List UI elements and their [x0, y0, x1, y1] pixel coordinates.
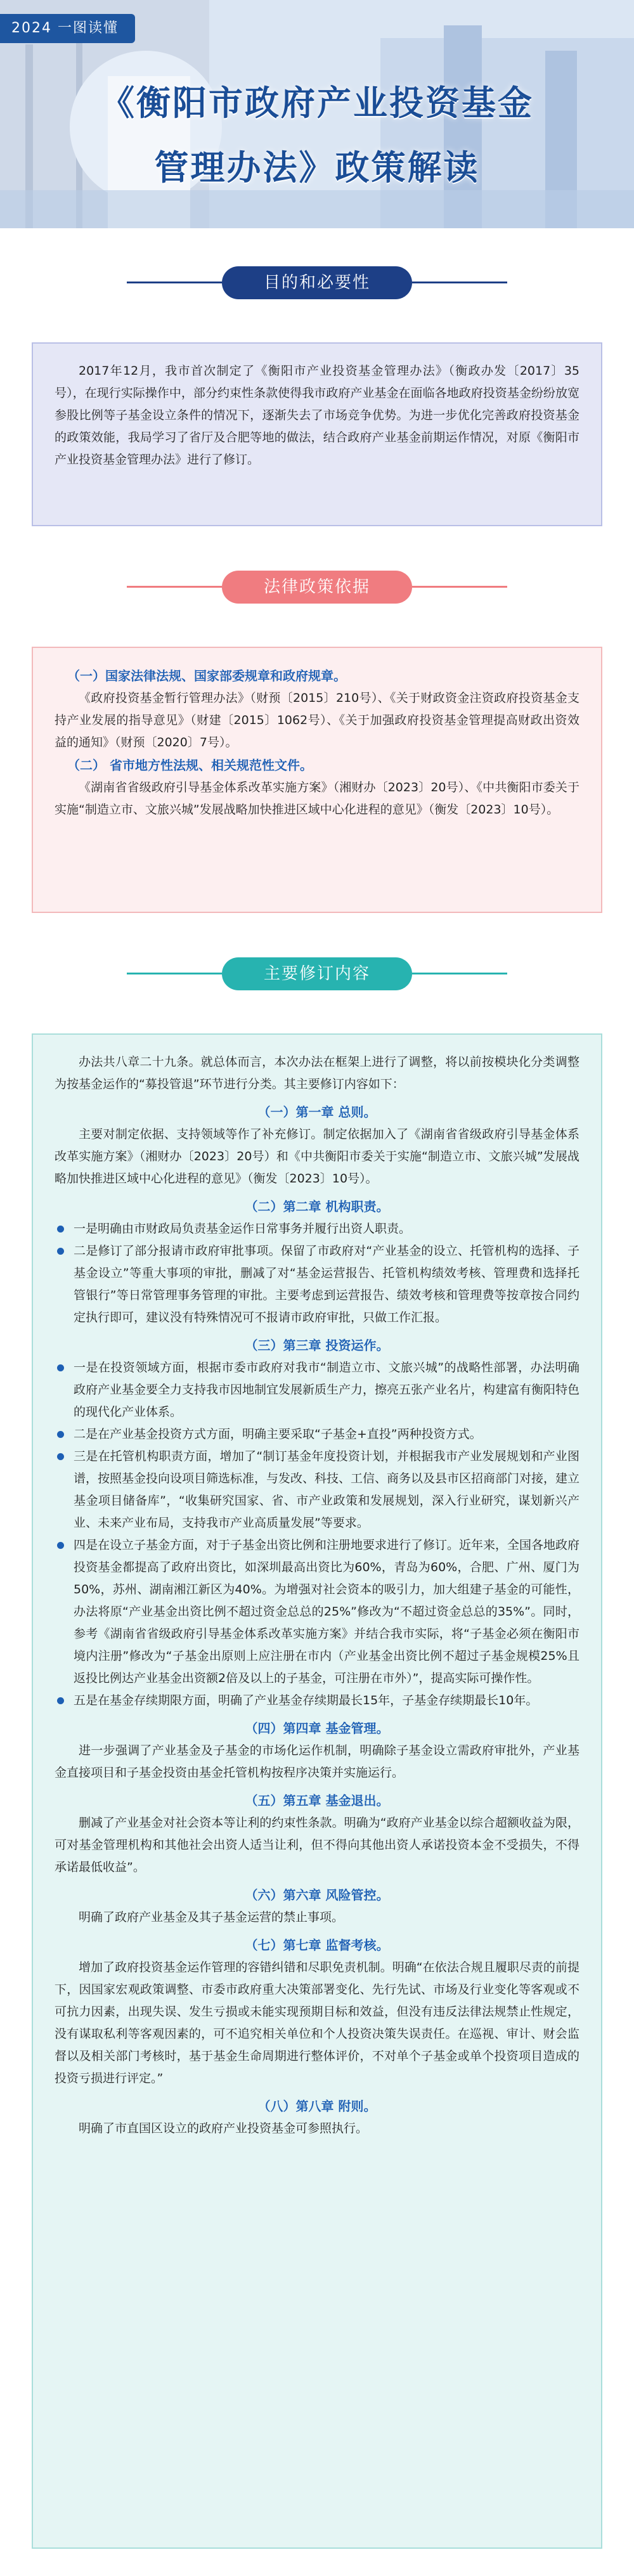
legal-text-national: 《政府投资基金暂行管理办法》（财预〔2015〕210号）、《关于财政资金注资政府投资基金支持产业发展的指导意见》（财建〔2015〕1062号）、《关于加强政府投资基金管理提高财政出资效益的通知》（财预〔2020〕7号）。 — [55, 691, 579, 749]
chapter2-title: （二）第二章 机构职责。 — [245, 1199, 389, 1214]
divider-line — [412, 973, 507, 974]
section-heading-label: 法律政策依据 — [222, 571, 412, 604]
chapter6-title: （六）第六章 风险管控。 — [245, 1887, 389, 1903]
divider-line — [127, 973, 222, 974]
legal-subheading-national: （一）国家法律法规、国家部委规章和政府规章。 — [67, 668, 346, 683]
purpose-box — [32, 342, 602, 526]
chapter8-text: 明确了市直国区设立的政府产业投资基金可参照执行。 — [79, 2121, 368, 2135]
list-item: 一是在投资领域方面，根据市委市政府对我市“制造立市、文旅兴城”的战略性部署，办法明确政府产业基金要全力支持我市因地制宜发展新质生产力，擦亮五张产业名片，构建富有衡阳特色的现代化产业体系。 — [55, 1357, 579, 1423]
section-heading-legal-basis — [0, 564, 634, 609]
chapter4-title: （四）第四章 基金管理。 — [245, 1721, 389, 1736]
chapter7-title: （七）第七章 监督考核。 — [245, 1938, 389, 1953]
list-item: 四是在设立子基金方面，对于子基金出资比例和注册地要求进行了修订。近年来，全国各地政府投资基金都提高了政府出资比，如深圳最高出资比为60%，青岛为60%，合肥、广州、厦门为50%，苏州、湖南湘江新区为40%。为增强对社会资本的吸引力，加大组建子基金的可能性，办法将原“产业基金出资比例不超过资金总总的25%”修改为“不超过资金总总的35%”。同时，参考《湖南省省级政府引导基金体系改革实施方案》并结合我市实际，将“子基金必须在衡阳市境内注册”修改为“子基金出原则上应注册在市内（产业基金出资比例不超过子基金规模25%且返投比例达产业基金出资额2倍及以上的子基金，可注册在市外）”，提高实际可操作性。 — [55, 1534, 579, 1690]
page-title-line1: 《衡阳市政府产业投资基金 — [100, 82, 534, 123]
chapter4-text: 进一步强调了产业基金及子基金的市场化运作机制，明确除子基金设立需政府审批外，产业基金直接项目和子基金投资由基金托管机构按程序决策并实施运行。 — [55, 1744, 579, 1780]
legal-basis-box — [32, 647, 602, 913]
list-item: 二是修订了部分报请市政府审批事项。保留了市政府对“产业基金的设立、托管机构的选择、子基金设立”等重大事项的审批，删减了对“基金运营报告、托管机构绩效考核、管理费和选择托管银行”等日常管理事务管理的审批。主要考虑到运营报告、绩效考核和管理费等按章按合同约定执行即可，建议没有特殊情况可不报请市政府审批，只做工作汇报。 — [55, 1240, 579, 1329]
chapter6-text: 明确了政府产业基金及其子基金运营的禁止事项。 — [79, 1910, 344, 1924]
chapter1-text: 主要对制定依据、支持领域等作了补充修订。制定依据加入了《湖南省省级政府引导基金体系改革实施方案》（湘财办〔2023〕20号）和《中共衡阳市委关于实施“制造立市、文旅兴城”发展战略加快推进区域中心化进程的意见》（衡发〔2023〕10号）。 — [55, 1127, 579, 1186]
legal-text-local: 《湖南省省级政府引导基金体系改革实施方案》（湘财办〔2023〕20号）、《中共衡阳市委关于实施“制造立市、文旅兴城”发展战略加快推进区域中心化进程的意见》（衡发〔2023〕10号）。 — [55, 780, 579, 817]
revisions-box — [32, 1033, 602, 2549]
chapter3-title: （三）第三章 投资运作。 — [245, 1338, 389, 1353]
list-item: 五是在基金存续期限方面，明确了产业基金存续期最长15年，子基金存续期最长10年。 — [55, 1690, 579, 1712]
chapter5-title: （五）第五章 基金退出。 — [245, 1793, 389, 1808]
section-heading-label: 目的和必要性 — [222, 266, 412, 299]
year-tag: 2024 一图读懂 — [0, 14, 135, 43]
list-item: 二是在产业基金投资方式方面，明确主要采取“子基金+直投”两种投资方式。 — [55, 1423, 579, 1446]
divider-line — [412, 282, 507, 283]
chapter1-title: （一）第一章 总则。 — [257, 1104, 377, 1120]
list-item: 三是在托管机构职责方面，增加了“制订基金年度投资计划，并根据我市产业发展规划和产业图谱，按照基金投向设项目筛选标准，与发改、科技、工信、商务以及县市区招商部门对接，建立基金项目储备库”，“收集研究国家、省、市产业政策和发展规划，深入行业研究，谋划新兴产业、未来产业布局，支持我市产业高质量发展”等要求。 — [55, 1446, 579, 1534]
legal-subheading-local: （二） 省市地方性法规、相关规范性文件。 — [67, 758, 313, 773]
section-heading-label: 主要修订内容 — [222, 957, 412, 990]
revisions-intro: 办法共八章二十九条。就总体而言，本次办法在框架上进行了调整，将以前按模块化分类调整为按基金运作的“募投管退”环节进行分类。其主要修订内容如下： — [55, 1055, 579, 1091]
divider-line — [127, 586, 222, 588]
divider-line — [127, 282, 222, 283]
page-title-line2: 管理办法》政策解读 — [154, 147, 480, 188]
section-heading-purpose — [0, 260, 634, 304]
chapter8-title: （八）第八章 附则。 — [257, 2099, 377, 2114]
list-item: 一是明确由市财政局负责基金运作日常事务并履行出资人职责。 — [55, 1218, 579, 1240]
section-heading-revisions — [0, 951, 634, 995]
header-banner — [0, 0, 634, 228]
purpose-text: 2017年12月，我市首次制定了《衡阳市产业投资基金管理办法》（衡政办发〔2017〕35号），在现行实际操作中，部分约束性条款使得我市政府产业基金在面临各地政府投资基金纷纷放宽参股比例等子基金设立条件的情况下，逐渐失去了市场竞争优势。为进一步优化完善政府投资基金的政策效能，我局学习了省厅及合肥等地的做法，结合政府产业基金前期运作情况，对原《衡阳市产业投资基金管理办法》进行了修订。 — [55, 364, 579, 467]
chapter7-text: 增加了政府投资基金运作管理的容错纠错和尽职免责机制。明确“在依法合规且履职尽责的前提下，因国家宏观政策调整、市委市政府重大决策部署变化、先行先试、市场及行业变化等客观或不可抗力因素，出现失误、发生亏损或未能实现预期目标和效益，但没有违反法律法规禁止性规定，没有谋取私利等客观因素的，可不追究相关单位和个人投资决策失误责任。在巡视、审计、财会监督以及相关部门考核时，基于基金生命周期进行整体评价，不对单个子基金或单个投资项目造成的投资亏损进行评定。” — [55, 1960, 579, 2085]
divider-line — [412, 586, 507, 588]
chapter5-text: 删减了产业基金对社会资本等让利的约束性条款。明确为“政府产业基金以综合超额收益为限，可对基金管理机构和其他社会出资人适当让利，但不得向其他出资人承诺投资本金不受损失，不得承诺最低收益”。 — [55, 1816, 579, 1874]
